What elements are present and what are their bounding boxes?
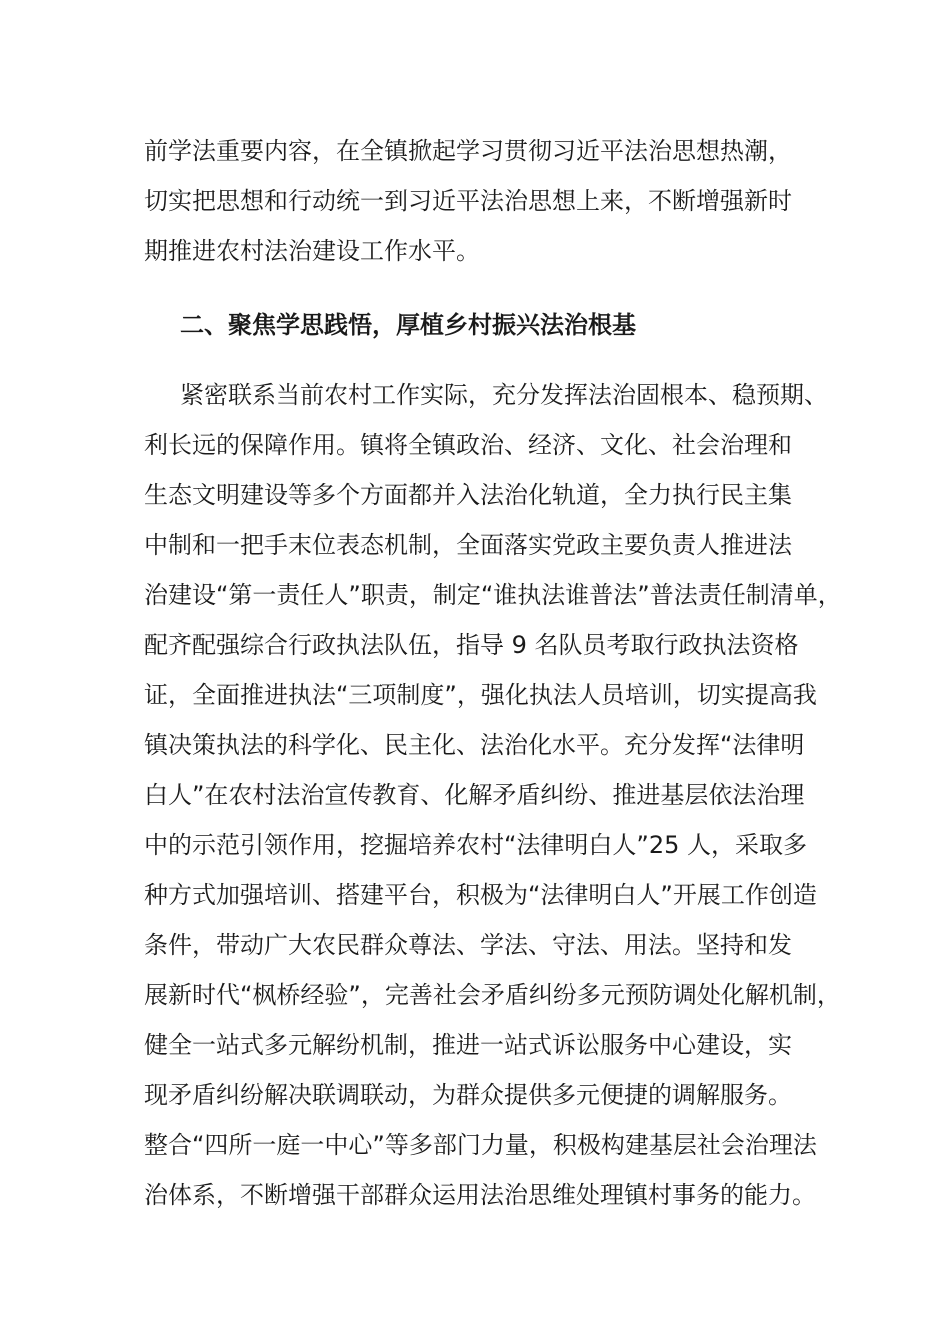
body-paragraph-line: 整合“四所一庭一中心”等多部门力量，积极构建基层社会治理法 [144,1131,817,1159]
body-paragraph-line: 治体系，不断增强干部群众运用法治思维处理镇村事务的能力。 [144,1181,816,1209]
body-paragraph-line: 镇决策执法的科学化、民主化、法治化水平。充分发挥“法律明 [144,731,805,759]
body-paragraph-line: 中的示范引领作用，挖掘培养农村“法律明白人”25 人，采取多 [144,831,808,859]
section-heading: 二、聚焦学思践悟，厚植乡村振兴法治根基 [180,311,636,339]
body-paragraph-line: 条件，带动广大农民群众尊法、学法、守法、用法。坚持和发 [144,931,792,959]
body-paragraph-line: 中制和一把手末位表态机制，全面落实党政主要负责人推进法 [144,531,792,559]
body-paragraph-line: 紧密联系当前农村工作实际，充分发挥法治固根本、稳预期、 [180,381,828,409]
body-paragraph-line: 展新时代“枫桥经验”，完善社会矛盾纠纷多元预防调处化解机制， [144,981,841,1009]
body-paragraph-line: 治建设“第一责任人”职责，制定“谁执法谁普法”普法责任制清单， [144,581,842,609]
top-paragraph-line: 期推进农村法治建设工作水平。 [144,237,480,265]
top-paragraph-line: 前学法重要内容，在全镇掀起学习贯彻习近平法治思想热潮， [144,137,792,165]
body-paragraph-line: 种方式加强培训、搭建平台，积极为“法律明白人”开展工作创造 [144,881,817,909]
body-paragraph-line: 健全一站式多元解纷机制，推进一站式诉讼服务中心建设，实 [144,1031,792,1059]
body-paragraph-line: 配齐配强综合行政执法队伍，指导 9 名队员考取行政执法资格 [144,631,799,659]
body-paragraph-line: 白人”在农村法治宣传教育、化解矛盾纠纷、推进基层依法治理 [144,781,805,809]
body-paragraph-line: 生态文明建设等多个方面都并入法治化轨道，全力执行民主集 [144,481,792,509]
top-paragraph-line: 切实把思想和行动统一到习近平法治思想上来，不断增强新时 [144,187,792,215]
body-paragraph-line: 现矛盾纠纷解决联调联动，为群众提供多元便捷的调解服务。 [144,1081,792,1109]
body-paragraph-line: 利长远的保障作用。镇将全镇政治、经济、文化、社会治理和 [144,431,792,459]
body-paragraph-line: 证，全面推进执法“三项制度”，强化执法人员培训，切实提高我 [144,681,817,709]
